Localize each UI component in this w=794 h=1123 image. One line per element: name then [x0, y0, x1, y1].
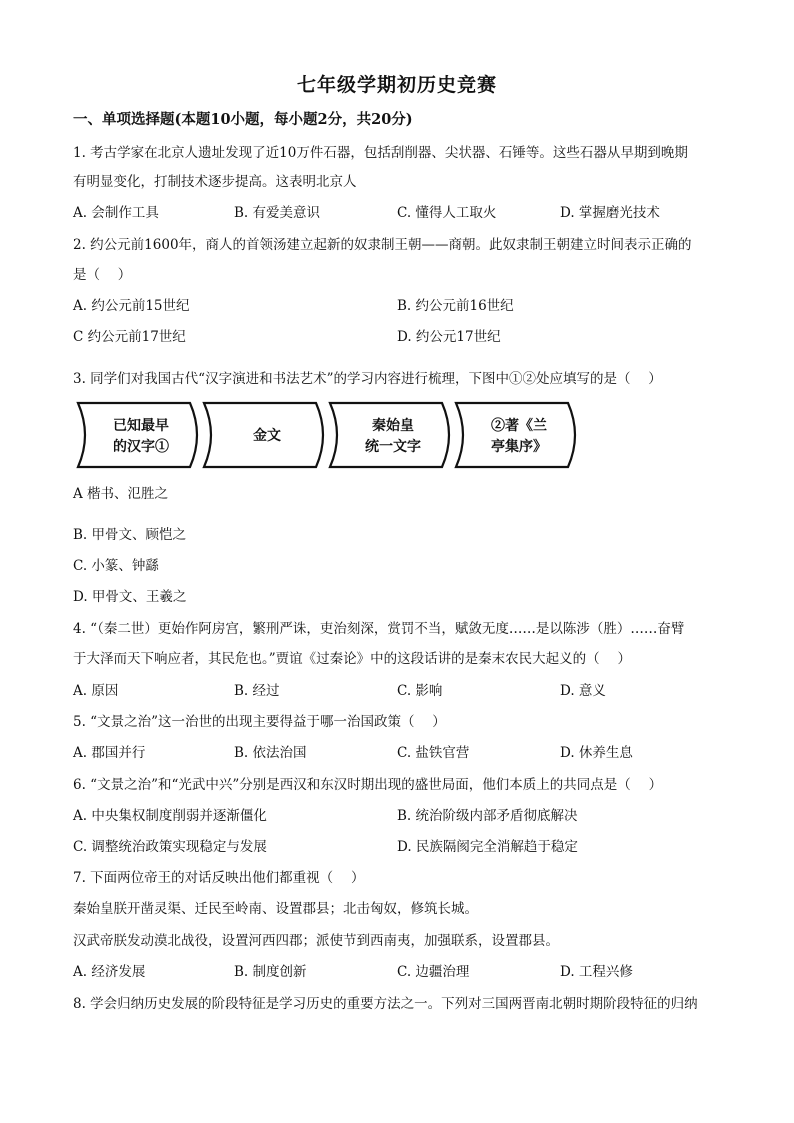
question-4-option-d: D. 意义: [560, 683, 606, 699]
flow-label-3b: 统一文字: [365, 439, 421, 455]
question-1-option-d: D. 掌握磨光技术: [560, 205, 660, 221]
question-2-text-cont: 是（ ）: [73, 267, 132, 283]
question-7-option-d: D. 工程兴修: [560, 964, 633, 980]
question-2-option-b: B. 约公元前16世纪: [397, 298, 514, 314]
question-6-option-a: A. 中央集权制度削弱并逐渐僵化: [73, 808, 267, 824]
question-4-option-a: A. 原因: [73, 683, 119, 699]
question-6-option-d: D. 民族隔阂完全消解趋于稳定: [397, 839, 578, 855]
question-7-quote-2: 汉武帝朕发动漠北战役，设置河西四郡；派使节到西南夷，加强联系，设置郡县。: [73, 933, 559, 949]
question-1-option-b: B. 有爱美意识: [234, 205, 321, 221]
question-1-option-a: A. 会制作工具: [73, 205, 159, 221]
question-7-option-b: B. 制度创新: [234, 964, 307, 980]
flow-label-4b: 亭集序》: [491, 439, 547, 455]
question-2-option-c: C 约公元前17世纪: [73, 329, 186, 345]
flow-box-1: [78, 403, 197, 467]
question-6-text: 6. “文景之治”和“光武中兴”分别是西汉和东汉时期出现的盛世局面，他们本质上的共同点是（ ）: [73, 777, 663, 793]
flow-label-2a: 金文: [253, 428, 281, 444]
flow-box-4: [456, 403, 575, 467]
question-4-text-cont: 于大泽而天下响应者，其民危也。”贾谊《过秦论》中的这段话讲的是秦末农民大起义的（ ）: [73, 651, 631, 667]
question-3-text: 3. 同学们对我国古代“汉字演进和书法艺术”的学习内容进行梳理，下图中①②处应填写的是（ ）: [73, 371, 662, 387]
section-heading: 一、单项选择题(本题10小题，每小题2分，共20分): [73, 111, 413, 128]
question-7-option-a: A. 经济发展: [73, 964, 146, 980]
question-7-option-c: C. 边疆治理: [397, 964, 470, 980]
question-5-option-d: D. 休养生息: [560, 745, 633, 761]
question-7-text: 7. 下面两位帝王的对话反映出他们都重视（ ）: [73, 870, 365, 886]
flow-label-4a: ②著《兰: [491, 418, 547, 434]
question-6-option-b: B. 统治阶级内部矛盾彻底解决: [397, 808, 578, 824]
question-2-option-a: A. 约公元前15世纪: [73, 298, 190, 314]
question-5-option-b: B. 依法治国: [234, 745, 307, 761]
question-5-option-c: C. 盐铁官营: [397, 745, 470, 761]
flow-label-1b: 的汉字①: [113, 439, 169, 455]
flow-box-3: [330, 403, 449, 467]
question-2-option-d: D. 约公元17世纪: [397, 329, 501, 345]
question-5-option-a: A. 郡国并行: [73, 745, 146, 761]
question-1-text: 1. 考古学家在北京人遗址发现了近10万件石器，包括刮削器、尖状器、石锤等。这些石器从早期到晚期: [73, 145, 688, 161]
flow-label-3a: 秦始皇: [372, 418, 414, 434]
question-8-text: 8. 学会归纳历史发展的阶段特征是学习历史的重要方法之一。下列对三国两晋南北朝时期阶段特征的归纳: [73, 996, 698, 1012]
script-evolution-flowchart: [72, 398, 582, 472]
question-3-option-b: B. 甲骨文、顾恺之: [73, 527, 187, 543]
question-6-option-c: C. 调整统治政策实现稳定与发展: [73, 839, 267, 855]
question-4-option-b: B. 经过: [234, 683, 280, 699]
flow-label-1a: 已知最早: [113, 418, 169, 434]
question-3-option-a: A 楷书、氾胜之: [73, 486, 169, 502]
question-4-text: 4. “（秦二世）更始作阿房宫，繁刑严诛，吏治刻深，赏罚不当，赋敛无度……是以陈涉（胜）……奋臂: [73, 621, 685, 637]
question-2-text: 2. 约公元前1600年，商人的首领汤建立起新的奴隶制王朝——商朝。此奴隶制王朝建立时间表示正确的: [73, 237, 692, 253]
question-7-quote-1: 秦始皇朕开凿灵渠、迁民至岭南、设置郡县；北击匈奴，修筑长城。: [73, 901, 478, 917]
question-4-option-c: C. 影响: [397, 683, 443, 699]
question-1-option-c: C. 懂得人工取火: [397, 205, 497, 221]
question-3-option-d: D. 甲骨文、王羲之: [73, 589, 187, 605]
question-5-text: 5. “文景之治”这一治世的出现主要得益于哪一治国政策（ ）: [73, 714, 446, 730]
question-3-option-c: C. 小篆、钟繇: [73, 558, 159, 574]
page-title: 七年级学期初历史竞赛: [296, 74, 497, 96]
question-1-text-cont: 有明显变化，打制技术逐步提高。这表明北京人: [73, 174, 357, 190]
